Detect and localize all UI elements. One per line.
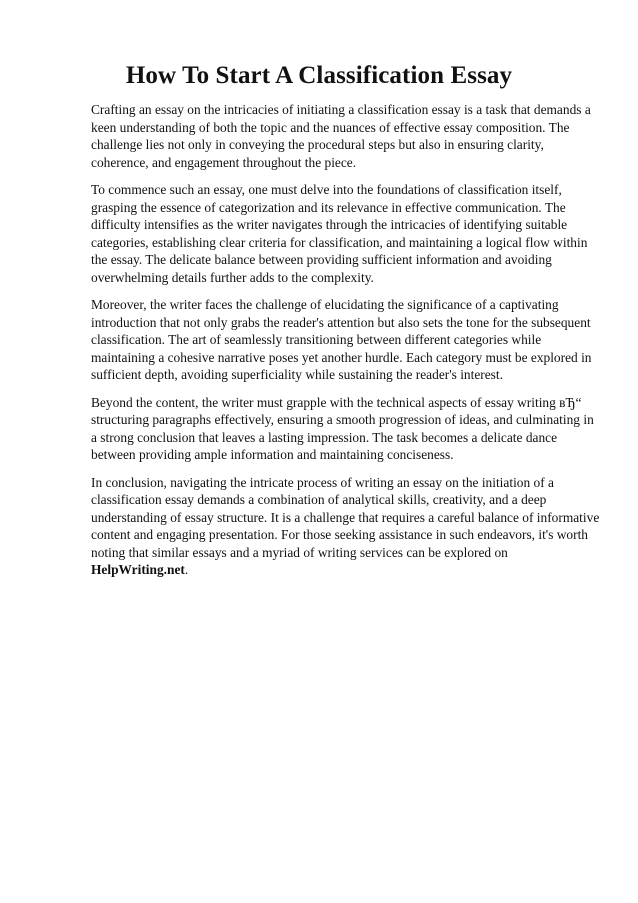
helpwriting-link[interactable]: HelpWriting.net: [91, 562, 185, 577]
paragraph-foundations: To commence such an essay, one must delve into the foundations of classification itself, grasping the essence of categorization and its relevance in effective communication. The difficulty intensifies as the writer navigates through the intricacies of identifying suitable categories, establishing clear criteria for classification, and maintaining a logical flow within the essay. The delicate balance between providing sufficient information and avoiding overwhelming details further adds to the complexity.: [91, 182, 588, 285]
document-title: How To Start A Classification Essay: [125, 62, 513, 89]
conclusion-text: In conclusion, navigating the intricate process of writing an essay on the initiation of a classification essay demands a combination of analytical skills, creativity, and a deep understanding of essay structure. It is a challenge that requires a careful balance of informative content and engaging presentation. For those seeking assistance in such endeavors, it's worth noting that similar essays and a myriad of writing services can be explored on: [91, 474, 600, 560]
paragraph-conclusion: [91, 474, 601, 579]
paragraph-introduction-challenge: Moreover, the writer faces the challenge of elucidating the significance of a captivating introduction that not only grabs the reader's attention but also sets the tone for the subsequent classification. The art of seamlessly transitioning between different categories while maintaining a cohesive narrative poses yet another hurdle. Each category must be explored in sufficient depth, avoiding superficiality while sustaining the reader's interest.: [91, 297, 592, 382]
paragraph-technical-aspects: Beyond the content, the writer must grapple with the technical aspects of essay writing вЂ“ structuring paragraphs effectively, ensuring a smooth progression of ideas, and culminating in a strong conclusion that leaves a lasting impression. The task becomes a delicate dance between providing ample information and maintaining conciseness.: [91, 394, 594, 462]
conclusion-end-punctuation: .: [184, 562, 189, 577]
paragraph-intro: Crafting an essay on the intricacies of initiating a classification essay is a task that demands a keen understanding of both the topic and the nuances of effective essay composition. The challenge lies not only in conveying the procedural steps but also in ensuring clarity, coherence, and engagement throughout the piece.: [91, 102, 591, 170]
document-body: [91, 101, 601, 589]
